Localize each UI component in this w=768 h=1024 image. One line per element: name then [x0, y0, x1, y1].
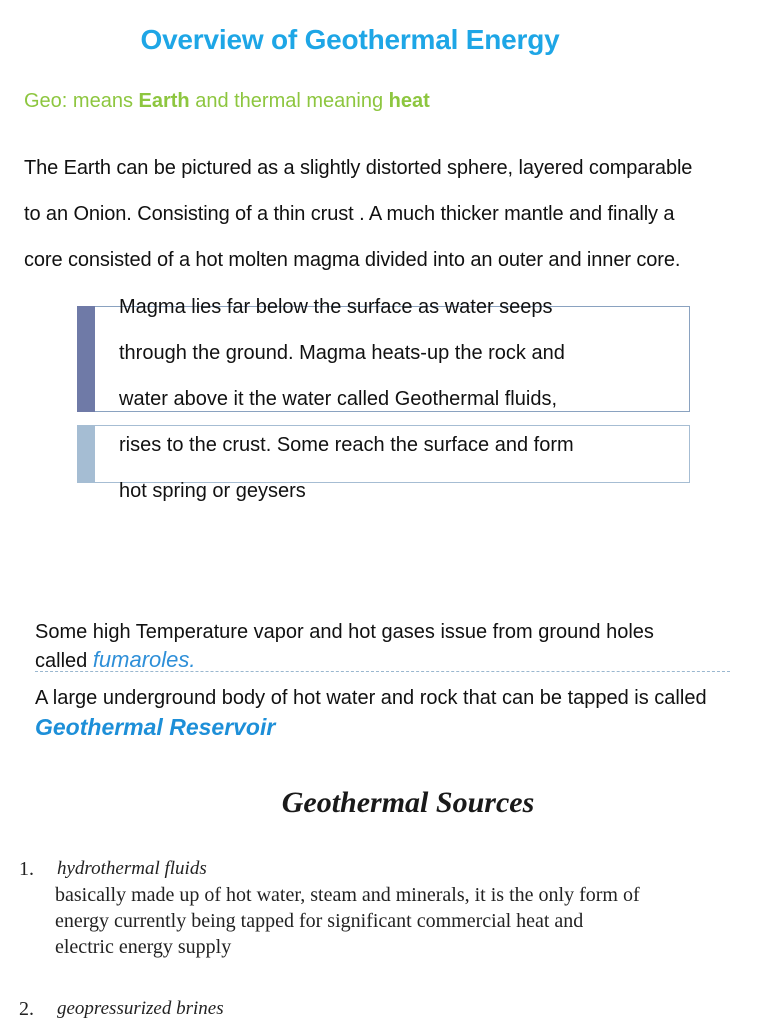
subtitle-prefix: Geo: means: [24, 90, 139, 112]
subtitle-middle: and thermal meaning: [189, 90, 389, 112]
subtitle: [24, 90, 430, 113]
item-name: hydrothermal fluids: [57, 858, 207, 879]
intro-line: to an Onion. Consisting of a thin crust . A much thicker mantle and finally a: [24, 203, 675, 225]
intro-line: core consisted of a hot molten magma divided into an outer and inner core.: [24, 249, 681, 271]
magma-line: through the ground. Magma heats-up the rock and: [119, 342, 565, 364]
reservoir-term: Geothermal Reservoir: [35, 714, 276, 740]
magma-line: rises to the crust. Some reach the surface and form: [119, 434, 574, 456]
item-number: 2.: [19, 998, 34, 1020]
description-line: energy currently being tapped for significant commercial heat and: [55, 910, 584, 932]
sources-heading: Geothermal Sources: [281, 786, 535, 819]
fumaroles-paragraph: [35, 618, 755, 675]
reservoir-line: A large underground body of hot water and rock that can be tapped is called: [35, 687, 707, 709]
description-line: electric energy supply: [55, 936, 232, 958]
sources-list: [19, 858, 759, 1022]
intro-line: The Earth can be pictured as a slightly distorted sphere, layered comparable: [24, 157, 693, 179]
fumaroles-term: fumaroles.: [92, 647, 196, 672]
description-line: basically made up of hot water, steam and minerals, it is the only form of: [55, 884, 640, 906]
accent-bar-light: [77, 425, 95, 483]
item-name: geopressurized brines: [57, 998, 224, 1019]
magma-line: hot spring or geysers: [119, 480, 306, 502]
subtitle-earth: Earth: [138, 90, 190, 112]
magma-line: water above it the water called Geothermal fluids,: [119, 388, 557, 410]
intro-paragraph: [24, 145, 754, 283]
accent-bar-dark: [77, 306, 95, 412]
list-item: [19, 858, 759, 960]
subtitle-heat: heat: [388, 90, 430, 112]
list-item: [19, 998, 759, 1022]
magma-line: Magma lies far below the surface as water seeps: [119, 296, 553, 318]
item-number: 1.: [19, 858, 34, 880]
page-title: Overview of Geothermal Energy: [140, 24, 560, 55]
fumaroles-prefix: called: [35, 650, 93, 672]
item-description: [55, 882, 745, 960]
magma-paragraph: [119, 284, 679, 514]
dotted-divider: [35, 671, 730, 672]
fumaroles-line: Some high Temperature vapor and hot gases issue from ground holes: [35, 621, 654, 643]
